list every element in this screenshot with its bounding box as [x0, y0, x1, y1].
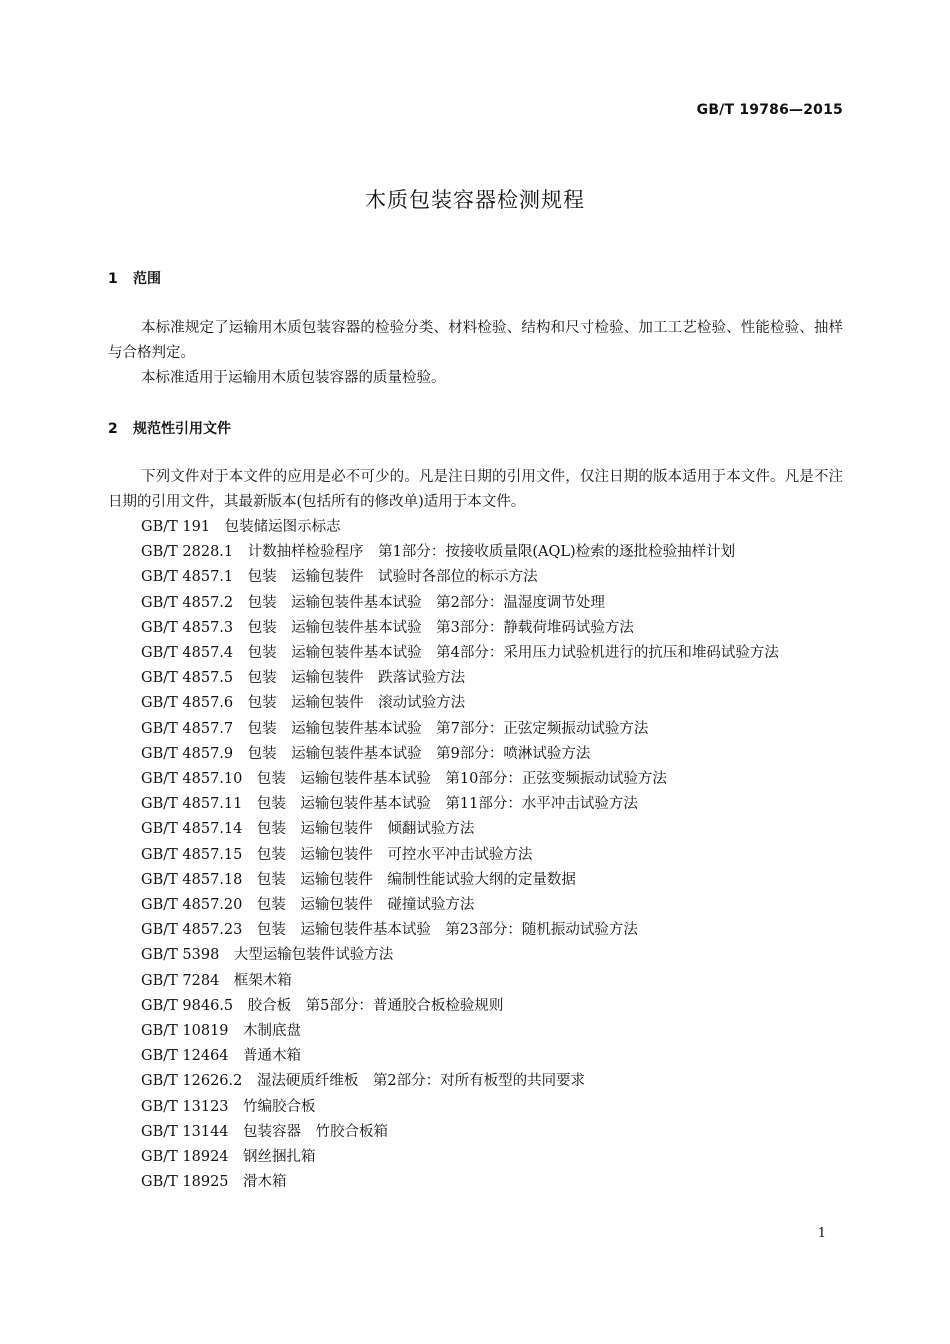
section-2-paragraph-1: 下列文件对于本文件的应用是必不可少的。凡是注日期的引用文件，仅注日期的版本适用于本文件。凡是不注日期的引用文件，其最新版本(包括所有的修改单)适用于本文件。: [108, 469, 843, 510]
section-1-title: 范围: [133, 271, 161, 287]
reference-item: GB/T 4857.1 包装 运输包装件 试验时各部位的标示方法: [141, 569, 538, 586]
normative-reference-list: [108, 515, 843, 1195]
section-1-number: 1: [108, 271, 118, 287]
reference-item: GB/T 5398 大型运输包装件试验方法: [141, 947, 394, 964]
reference-item: GB/T 4857.9 包装 运输包装件基本试验 第9部分：喷淋试验方法: [141, 745, 591, 762]
reference-item: GB/T 9846.5 胶合板 第5部分：普通胶合板检验规则: [141, 997, 504, 1014]
section-1-paragraph-1: 本标准规定了运输用木质包装容器的检验分类、材料检验、结构和尺寸检验、加工工艺检验、性能检验、抽样与合格判定。: [108, 320, 843, 361]
section-1-paragraph-2: 本标准适用于运输用木质包装容器的质量检验。: [141, 370, 446, 386]
reference-item: GB/T 7284 框架木箱: [141, 972, 292, 989]
reference-item: GB/T 13123 竹编胶合板: [141, 1098, 316, 1115]
reference-item: GB/T 13144 包装容器 竹胶合板箱: [141, 1123, 389, 1140]
reference-item: GB/T 18924 钢丝捆扎箱: [141, 1149, 316, 1166]
standard-code: GB/T 19786—2015: [696, 102, 843, 118]
reference-item: GB/T 4857.18 包装 运输包装件 编制性能试验大纲的定量数据: [141, 871, 576, 888]
page-number: 1: [817, 1226, 826, 1241]
reference-item: GB/T 4857.20 包装 运输包装件 碰撞试验方法: [141, 897, 475, 914]
reference-item: GB/T 4857.14 包装 运输包装件 倾翻试验方法: [141, 821, 475, 838]
reference-item: GB/T 4857.11 包装 运输包装件基本试验 第11部分：水平冲击试验方法: [141, 796, 638, 813]
reference-item: GB/T 4857.2 包装 运输包装件基本试验 第2部分：温湿度调节处理: [141, 594, 605, 611]
reference-item: GB/T 4857.15 包装 运输包装件 可控水平冲击试验方法: [141, 846, 533, 863]
section-2-title: 规范性引用文件: [133, 421, 231, 437]
reference-item: GB/T 12626.2 湿法硬质纤维板 第2部分：对所有板型的共同要求: [141, 1073, 586, 1090]
reference-item: GB/T 4857.5 包装 运输包装件 跌落试验方法: [141, 670, 466, 687]
reference-item: GB/T 4857.10 包装 运输包装件基本试验 第10部分：正弦变频振动试验方法: [141, 771, 667, 788]
section-2-heading: [108, 418, 231, 438]
reference-item: GB/T 4857.3 包装 运输包装件基本试验 第3部分：静载荷堆码试验方法: [141, 619, 634, 636]
reference-item: GB/T 18925 滑木箱: [141, 1174, 287, 1191]
reference-item: GB/T 10819 木制底盘: [141, 1023, 302, 1040]
reference-item: GB/T 4857.4 包装 运输包装件基本试验 第4部分：采用压力试验机进行的抗压和堆码试验方法: [141, 645, 779, 662]
section-2-number: 2: [108, 421, 118, 437]
document-title: 木质包装容器检测规程: [365, 188, 585, 212]
reference-item: GB/T 4857.7 包装 运输包装件基本试验 第7部分：正弦定频振动试验方法: [141, 720, 649, 737]
reference-item: GB/T 2828.1 计数抽样检验程序 第1部分：按接收质量限(AQL)检索的逐批检验抽样计划: [141, 544, 736, 561]
reference-item: GB/T 4857.6 包装 运输包装件 滚动试验方法: [141, 695, 466, 712]
reference-item: GB/T 191 包装储运图示标志: [141, 519, 341, 535]
reference-item: GB/T 4857.23 包装 运输包装件基本试验 第23部分：随机振动试验方法: [141, 922, 638, 939]
section-1-heading: [108, 268, 161, 288]
reference-item: GB/T 12464 普通木箱: [141, 1048, 302, 1065]
